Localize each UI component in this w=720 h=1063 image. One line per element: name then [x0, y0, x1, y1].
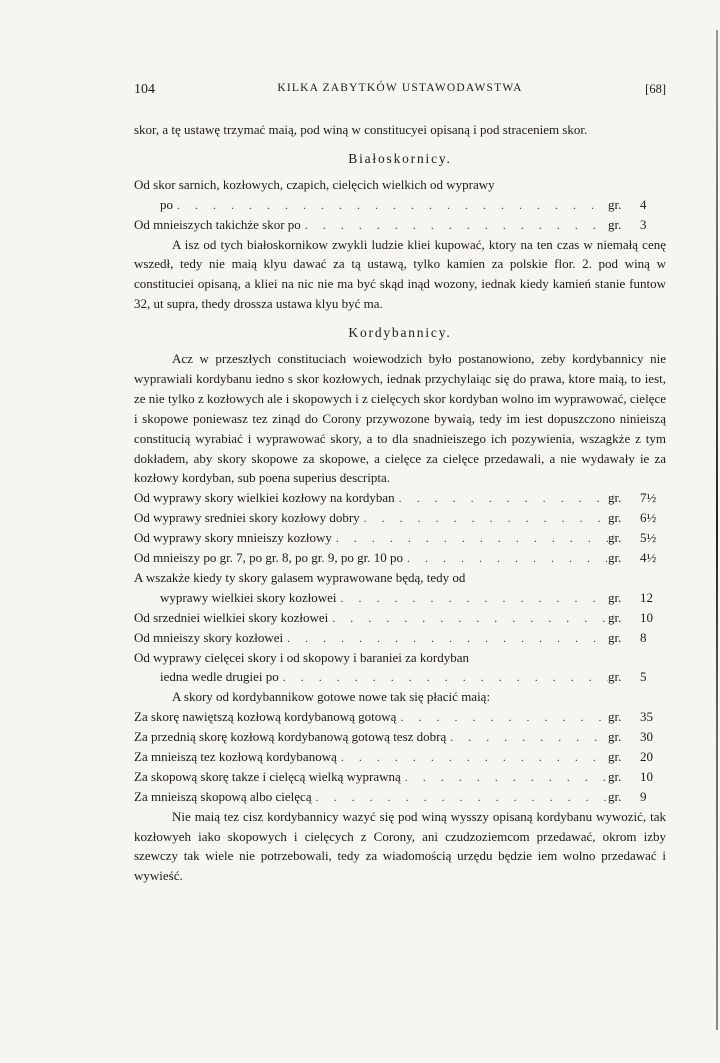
gotowe-intro: A skory od kordybannikow gotowe nowe tak się płacić maią: [172, 689, 491, 705]
tariff-price: 12 [640, 589, 653, 605]
tariff-unit: gr. [608, 589, 622, 605]
tariff-label: Od srzedniei wielkiei skory kozłowei [134, 609, 329, 625]
tariff-label: Od wyprawy skory mnieiszy kozłowy [134, 530, 332, 546]
tariff-unit: gr. [608, 788, 622, 804]
leader-dots [312, 788, 608, 808]
tariff-row [134, 747, 666, 767]
closing-paragraph: Nie maią tez cisz kordybannicy wazyć się pod winą wysszy opisaną kordybanu wywozić, tak kozłowyeh iako skopowych i cielęcych z Corony, ani czudzoziemcom przedawać, okrom izby szewczy tak wiele nie potrzebowali, tedy za wiadomością urzędu będzie iem wolno przedawać i wywieść. [134, 808, 666, 884]
leader-dots [301, 216, 608, 236]
tariff-row [134, 787, 666, 807]
leader-dots [446, 728, 608, 748]
intro-paragraph: skor, a tę ustawę trzymać maią, pod winą w constitucyei opisaną i pod straceniem skor. [134, 122, 588, 137]
leader-dots [337, 748, 608, 768]
section-heading-bialoskornicy: Białoskornicy. [348, 150, 452, 166]
tariff-label: po [160, 196, 173, 212]
leader-dots [279, 668, 608, 688]
tariff-unit: gr. [608, 530, 622, 546]
tariff-price: 5 [640, 669, 647, 685]
leader-dots [337, 589, 608, 609]
leader-dots [173, 196, 608, 216]
tariff-line: A wszakże kiedy ty skory galasem wyprawowane będą, tedy od [134, 569, 466, 585]
tariff-row [134, 215, 666, 235]
tariff-unit: gr. [608, 490, 622, 506]
tariff-label: Za mnieiszą skopową albo cielęcą [134, 788, 312, 804]
tariff-label: Od wyprawy sredniei skory kozłowy dobry [134, 510, 360, 526]
tariff-line: Od skor sarnich, kozłowych, czapich, cielęcich wielkich od wyprawy [134, 176, 495, 192]
tariff-label: Za przednią skorę kozłową kordybanową gotową tesz dobrą [134, 729, 447, 745]
tariff-line: Od wyprawy cielęcei skory i od skopowy i baraniei za kordyban [134, 649, 470, 665]
tariff-row [134, 488, 666, 508]
tariff-price: 6½ [640, 510, 657, 526]
tariff-unit: gr. [608, 729, 622, 745]
tariff-unit: gr. [608, 709, 622, 725]
running-title: KILKA ZABYTKÓW USTAWODAWSTWA [277, 82, 523, 94]
tariff-label: wyprawy wielkiei skory kozłowei [160, 589, 337, 605]
tariff-unit: gr. [608, 768, 622, 784]
tariff-label: Od mnieiszy skory kozłowei [134, 629, 284, 645]
leader-dots [401, 768, 608, 788]
tariff-row [134, 195, 666, 215]
tariff-label: Od mnieiszy po gr. 7, po gr. 8, po gr. 9, po gr. 10 po [134, 550, 404, 566]
tariff-price: 10 [640, 609, 653, 625]
tariff-unit: gr. [608, 216, 622, 232]
tariff-price: 10 [640, 768, 653, 784]
tariff-row [134, 667, 666, 687]
bialoskornicy-paragraph: A isz od tych białoskornikow zwykli ludzie kliei kupować, ktory na ten czas w niemałą cenę wszedł, tedy nie maią klyu dawać za tą ustawą, tylko kamien za polskie flor. 2. pod winą w constituciei opisaną, a kliei na nic nie ma być skąd inąd wozony, iednak kiedy kamień stanie funtow 32, ut supra, thedy drossza ustawa klyu być ma. [134, 236, 666, 312]
tariff-label: Od wyprawy skory wielkiei kozłowy na kordyban [134, 490, 395, 506]
tariff-price: 3 [640, 216, 647, 232]
page-body [134, 120, 666, 886]
tariff-price: 30 [640, 729, 653, 745]
tariff-unit: gr. [608, 629, 622, 645]
tariff-row [134, 727, 666, 747]
kordybannicy-paragraph: Acz w przeszłych constituciach woiewodzich było postanowiono, zeby kordybannicy nie wyprawiali kordybanu iedno s skor kozłowych, iednak przychylaiąc się do prawa, ktore maią, to iest, ze nie tylko z kozłowych ale i skopowych i z cielęcych skor kordyban wolno im wyprawować, cielęce i skopowe poniewasz tez zinąd do Corony przywozone bywaią, tedy im iest dopuszczono ninieiszą constitucią wyrabiać i wyprawować skory, a to dla snadnieiszego ich pozywienia, wszagkże z tym dokładem, aby skory skopowe za skopowe, a cielęce za cielęce przedawali, a nie wydawały ie za kozłowy kordyban, sub poena superius descripta. [134, 351, 666, 486]
tariff-price: 4 [640, 196, 647, 212]
leader-dots [360, 509, 608, 529]
running-header [134, 80, 666, 102]
tariff-unit: gr. [608, 749, 622, 764]
original-page-ref: [68] [645, 82, 666, 96]
page-number: 104 [134, 82, 155, 97]
tariff-price: 9 [640, 788, 647, 804]
tariff-unit: gr. [608, 609, 622, 625]
tariff-price: 5½ [640, 530, 657, 546]
tariff-row [134, 508, 666, 528]
tariff-unit: gr. [608, 669, 622, 685]
tariff-price: 20 [640, 749, 653, 764]
tariff-unit: gr. [608, 550, 622, 566]
tariff-label: Od mnieiszych takichże skor po [134, 216, 301, 232]
tariff-row [134, 628, 666, 648]
tariff-label: iedna wedle drugiei po [160, 669, 279, 685]
tariff-row [134, 767, 666, 787]
tariff-row [134, 608, 666, 628]
tariff-price: 7½ [640, 490, 657, 506]
tariff-row [134, 707, 666, 727]
tariff-row [134, 548, 666, 568]
leader-dots [403, 549, 608, 569]
tariff-row [134, 528, 666, 548]
leader-dots [328, 609, 608, 629]
tariff-price: 35 [640, 709, 653, 725]
tariff-label: Za skorę nawiętszą kozłową kordybanową gotową [134, 709, 397, 725]
leader-dots [332, 529, 608, 549]
leader-dots [395, 489, 608, 509]
section-heading-kordybannicy: Kordybannicy. [348, 325, 452, 341]
leader-dots [396, 708, 608, 728]
tariff-label: Za mnieiszą tez kozłową kordybanową [134, 749, 337, 764]
tariff-price: 8 [640, 629, 647, 645]
tariff-price: 4½ [640, 550, 657, 566]
tariff-unit: gr. [608, 510, 622, 526]
tariff-label: Za skopową skorę takze i cielęcą wielką wyprawną [134, 768, 401, 784]
tariff-unit: gr. [608, 196, 622, 212]
leader-dots [283, 629, 608, 649]
tariff-row [134, 588, 666, 608]
book-spine-edge [716, 30, 718, 1030]
